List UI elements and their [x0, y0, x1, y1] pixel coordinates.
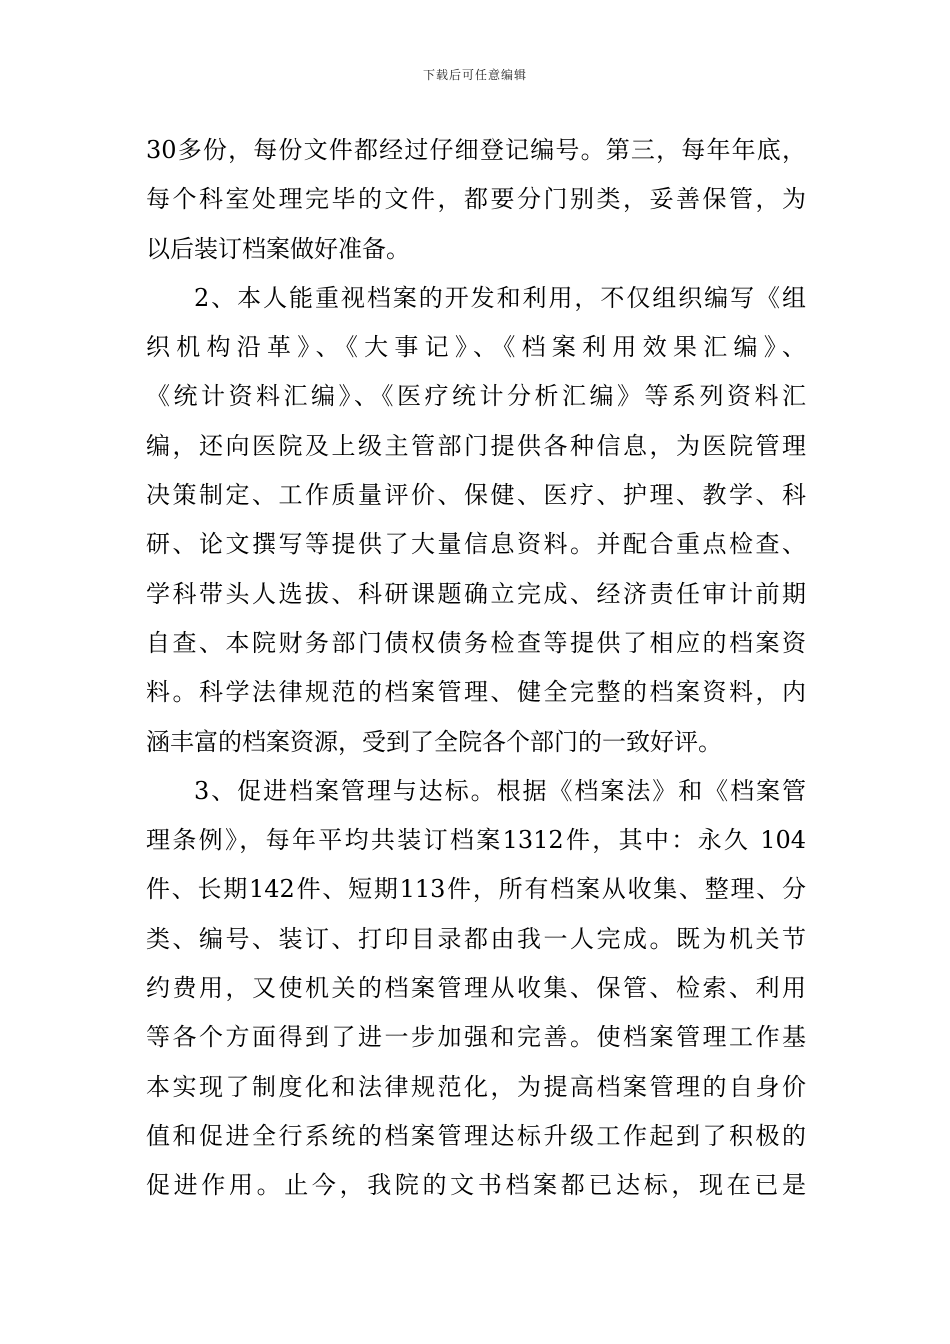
- text-line: 等各个方面得到了进一步加强和完善。使档案管理工作基: [146, 1023, 806, 1052]
- text-line: 以后装订档案做好准备。: [146, 234, 410, 263]
- text-line: 值和促进全行系统的档案管理达标升级工作起到了积极的: [146, 1121, 806, 1150]
- text-line: 类、编号、装订、打印目录都由我一人完成。既为机关节: [146, 924, 806, 953]
- text-line: 决策制定、工作质量评价、保健、医疗、护理、教学、科: [146, 481, 806, 510]
- body-text: [146, 126, 806, 1211]
- text-line: 2、本人能重视档案的开发和利用，不仅组织编写《组: [194, 283, 806, 312]
- text-line: 编，还向医院及上级主管部门提供各种信息，为医院管理: [146, 431, 806, 460]
- text-line: 促进作用。止今，我院的文书档案都已达标，现在已是: [146, 1171, 806, 1200]
- text-line: 《统计资料汇编》、《医疗统计分析汇编》等系列资料汇: [146, 382, 806, 411]
- text-line: 本实现了制度化和法律规范化，为提高档案管理的自身价: [146, 1072, 806, 1101]
- text-line: 每个科室处理完毕的文件，都要分门别类，妥善保管，为: [146, 185, 806, 214]
- text-line: 织机构沿革》、《大事记》、《档案利用效果汇编》、: [146, 333, 806, 362]
- text-line: 涵丰富的档案资源，受到了全院各个部门的一致好评。: [146, 727, 722, 756]
- text-line: 料。科学法律规范的档案管理、健全完整的档案资料，内: [146, 678, 806, 707]
- text-line: 3、促进档案管理与达标。根据《档案法》和《档案管: [194, 776, 806, 805]
- text-line: 学科带头人选拔、科研课题确立完成、经济责任审计前期: [146, 579, 806, 608]
- page-header: 下载后可任意编辑: [422, 68, 527, 82]
- text-line: 30多份，每份文件都经过仔细登记编号。第三，每年年底，: [146, 136, 806, 164]
- text-line: 研、论文撰写等提供了大量信息资料。并配合重点检查、: [146, 530, 806, 559]
- text-line: 件、长期142件、短期113件，所有档案从收集、整理、分: [146, 875, 806, 904]
- text-line: 约费用，又使机关的档案管理从收集、保管、检索、利用: [146, 974, 806, 1003]
- text-line: 理条例》，每年平均共装订档案1312件，其中：永久 104: [146, 826, 806, 855]
- text-line: 自查、本院财务部门债权债务检查等提供了相应的档案资: [146, 628, 806, 657]
